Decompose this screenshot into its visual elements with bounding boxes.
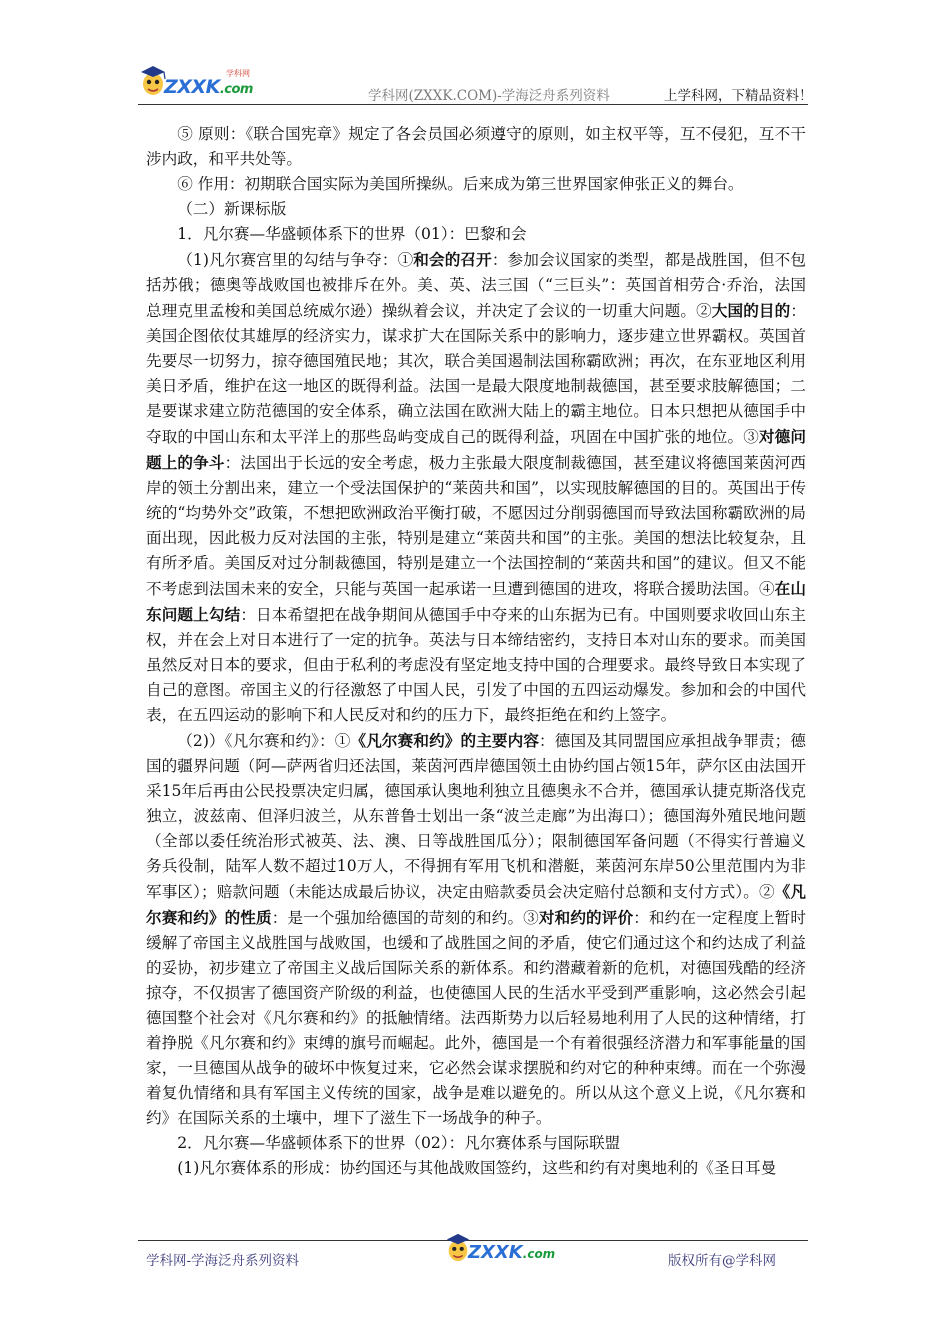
- paragraph: [146, 172, 806, 197]
- paragraph: [146, 728, 806, 1131]
- bold-heading-run: 《凡尔赛和约》的主要内容: [350, 731, 540, 750]
- document-body: [146, 122, 806, 1181]
- footer-copyright: 版权所有@学科网: [668, 1253, 776, 1269]
- bold-heading-run: 对和约的评价: [538, 908, 634, 927]
- text-run: ：日本希望把在战争期间从德国手中夺来的山东据为已有。中国则要求收回山东主权，并在会上对日本进行了一定的抗争。英法与日本缔结密约，支持日本对山东的要求。而美国虽然反对日本的要求，但由于私利的考虑没有坚定地支持中国的合理要求。最终导致日本实现了自己的意图。帝国主义的行径激怒了中国人民，引发了中国的五四运动爆发。参加和会的中国代表，在五四运动的影响下和人民反对和约的压力下，最终拒绝在和约上签字。: [146, 606, 806, 724]
- footer-logo-wordmark: [468, 1242, 555, 1263]
- text-run: ：美国企图依仗其雄厚的经济实力，谋求扩大在国际关系中的影响力，逐步建立世界霸权。英国首先要尽一切努力，掠夺德国殖民地；其次，联合美国遏制法国称霸欧洲；再次，在东亚地区利用美日矛盾，维护在这一地区的既得利益。法国一是最大限度地制裁德国，甚至要求肢解德国；二是要谋求建立防范德国的安全体系，确立法国在欧洲大陆上的霸主地位。日本只想把从德国手中夺取的中国山东和太平洋上的那些岛屿变成自己的既得利益，巩固在中国扩张的地位。③: [146, 302, 806, 446]
- bold-heading-run: 《凡尔赛和约》的性质: [146, 882, 806, 927]
- header-slogan: 上学科网，下精品资料！: [664, 88, 813, 104]
- text-run: （1)凡尔赛宫里的勾结与争夺：①: [177, 251, 414, 269]
- paragraph: [146, 247, 806, 728]
- text-run: ⑤ 原则：《联合国宪章》规定了各会员国必须遵守的原则，如主权平等，互不侵犯，互不干涉内政，和平共处等。: [146, 125, 806, 168]
- text-run: （2)）《凡尔赛和约》：①: [177, 732, 351, 750]
- logo-text-main: ZXXK: [164, 76, 220, 98]
- text-run: 2．凡尔赛—华盛顿体系下的世界（02）：凡尔赛体系与国际联盟: [177, 1134, 621, 1152]
- paragraph: [146, 1156, 806, 1181]
- logo-wordmark: [164, 76, 253, 98]
- header-divider: [138, 104, 808, 105]
- bold-heading-run: 在山东问题上勾结: [146, 579, 806, 624]
- text-run: ：是一个强加给德国的苛刻的和约。③: [271, 909, 539, 927]
- logo-text-suffix: .com: [219, 82, 253, 97]
- text-run: 1．凡尔赛—华盛顿体系下的世界（01）：巴黎和会: [177, 225, 527, 243]
- header-site-title: 学科网(ZXXK.COM)-学海泛舟系列资料: [368, 88, 610, 104]
- bold-heading-run: 大国的目的: [711, 301, 791, 320]
- bold-heading-run: 对德问题上的争斗: [146, 427, 806, 472]
- text-run: ：德国及其同盟国应承担战争罪责；德国的疆界问题（阿—萨两省归还法国，莱茵河西岸德国领土由协约国占领15年，萨尔区由法国开采15年后再由公民投票决定归属，德国承认奥地利独立且德奥永不合并，德国承认捷克斯洛伐克独立，波兹南、但泽归波兰，从东普鲁士划出一条“波兰走廊”为出海口）；德国海外殖民地问题（全部以委任统治形式被英、法、澳、日等战胜国瓜分）；限制德国军备问题（不得实行普遍义务兵役制，陆军人数不超过10万人，不得拥有军用飞机和潜艇，莱茵河东岸50公里范围内为非军事区）；赔款问题（未能达成最后协议，决定由赔款委员会决定赔付总额和支付方式）。②: [146, 732, 806, 901]
- text-run: ：和约在一定程度上暂时缓解了帝国主义战胜国与战败国，也缓和了战胜国之间的矛盾，使它们通过这个和约达成了利益的妥协，初步建立了帝国主义战后国际关系的新体系。和约潜藏着新的危机，对德国残酷的经济掠夺，不仅损害了德国资产阶级的利益，也使德国人民的生活水平受到严重影响，这必然会引起德国整个社会对《凡尔赛和约》的抵触情绪。法西斯势力以后轻易地利用了人民的这种情绪，打着挣脱《凡尔赛和约》束缚的旗号而崛起。此外，德国是一个有着很强经济潜力和军事能量的国家，一旦德国从战争的破坏中恢复过来，它必然会谋求摆脱和约对它的种种束缚。而在一个弥漫着复仇情绪和具有军国主义传统的国家，战争是难以避免的。所以从这个意义上说，《凡尔赛和约》在国际关系的土壤中，埋下了滋生下一场战争的种子。: [146, 909, 806, 1127]
- page-header: [0, 0, 950, 110]
- footer-zxxk-logo[interactable]: [444, 1230, 554, 1266]
- bold-heading-run: 和会的召开: [413, 250, 492, 269]
- text-run: （二）新课标版: [177, 200, 287, 218]
- footer-site-label: 学科网-学海泛舟系列资料: [146, 1253, 300, 1269]
- text-run: ：法国出于长远的安全考虑，极力主张最大限度制裁德国，甚至建议将德国莱茵河西岸的领土分割出来，建立一个受法国保护的“莱茵共和国”，以实现肢解德国的目的。英国出于传统的“均势外交”政策，不想把欧洲政治平衡打破，不愿因过分削弱德国而导致法国称霸欧洲的局面出现，因此极力反对法国的主张，特别是建立“莱茵共和国”的主张。美国的想法比较复杂，且有所矛盾。美国反对过分制裁德国，特别是建立一个法国控制的“莱茵共和国”的建议。但又不能不考虑到法国未来的安全，只能与英国一起承诺一旦遭到德国的进攻，将联合援助法国。④: [146, 454, 806, 598]
- paragraph: [146, 197, 806, 222]
- zxxk-logo[interactable]: [138, 62, 258, 102]
- footer-logo-text-main: ZXXK: [468, 1242, 523, 1263]
- text-run: (1)凡尔赛体系的形成：协约国还与其他战败国签约，这些和约有对奥地利的《圣日耳曼: [177, 1159, 777, 1177]
- paragraph: [146, 122, 806, 172]
- paragraph: [146, 1131, 806, 1156]
- footer-logo-text-suffix: .com: [522, 1247, 556, 1261]
- text-run: ⑥ 作用：初期联合国实际为美国所操纵。后来成为第三世界国家伸张正义的舞台。: [177, 175, 744, 193]
- paragraph: [146, 222, 806, 247]
- logo-cn-label: 学科网: [226, 69, 250, 78]
- text-run: ：参加会议国家的类型，都是战胜国，但不包括苏俄；德奥等战败国也被排斥在外。美、英、法三国（“三巨头”：英国首相劳合·乔治，法国总理克里孟梭和美国总统威尔逊）操纵着会议，并决定了会议的一切重大问题。②: [146, 251, 806, 320]
